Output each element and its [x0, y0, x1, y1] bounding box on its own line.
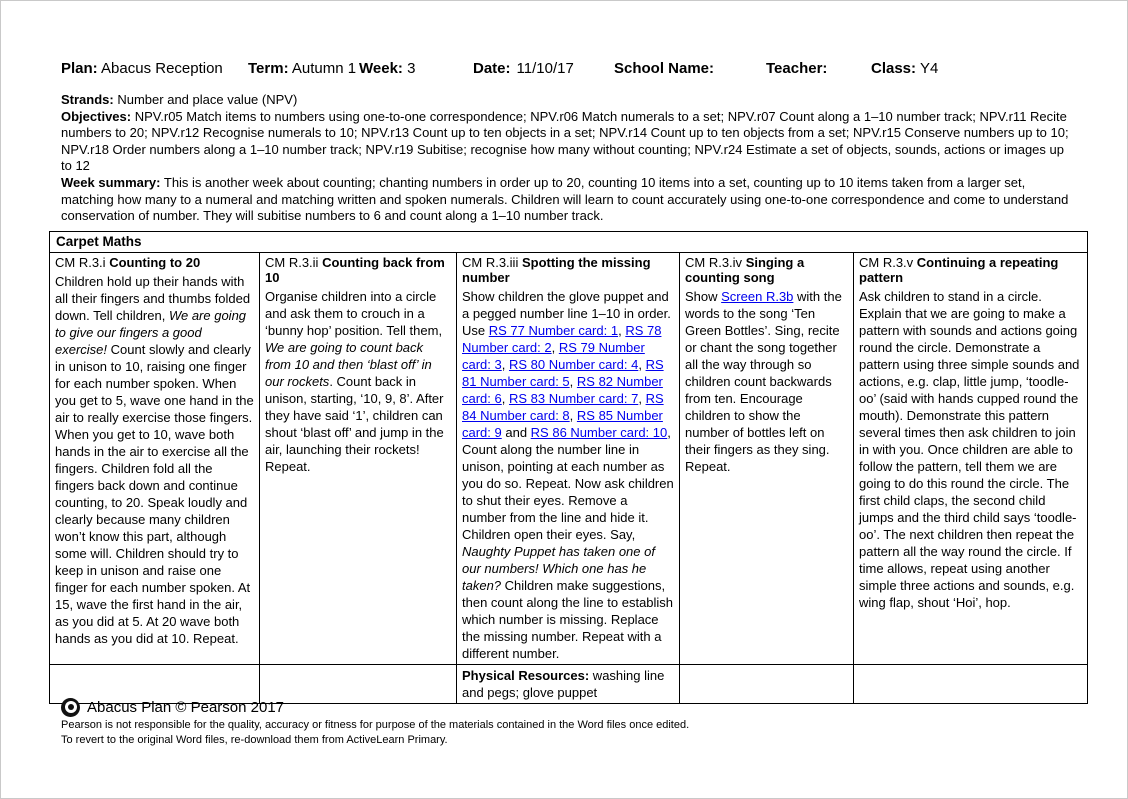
activity-cell-spotting-missing-number [457, 253, 680, 665]
school-name-field [614, 60, 714, 77]
footer-brand-text: Abacus Plan © Pearson 2017 [87, 698, 285, 716]
week-field [359, 60, 415, 77]
date-label: Date: [473, 60, 511, 77]
date-field [473, 60, 574, 77]
activity-name: Spotting the missing number [462, 255, 651, 285]
week-summary-paragraph [61, 175, 1077, 225]
activity-code: CM R.3.iii [462, 255, 519, 270]
date-value: 11/10/17 [516, 60, 574, 77]
activity-code: CM R.3.ii [265, 255, 319, 270]
week-value: 3 [407, 60, 416, 77]
italic-text: We are going to give our fingers a good exercise! [55, 308, 247, 357]
activity-title [265, 255, 451, 285]
activity-cell-repeating-pattern [854, 253, 1088, 665]
term-field [248, 60, 356, 77]
activity-title [685, 255, 848, 285]
physical-resources-text: Physical Resources: washing line and pegs; glove puppet [462, 668, 665, 700]
page-footer [61, 696, 1071, 748]
bold-text: Physical Resources: [462, 668, 590, 683]
pearson-logo-icon [61, 698, 80, 717]
teacher-field [766, 60, 827, 77]
class-label: Class: [871, 60, 917, 77]
activity-title [859, 255, 1082, 285]
resource-link[interactable]: RS 84 Number card: 8 [462, 391, 664, 423]
resource-link[interactable]: RS 82 Number card: 6 [462, 374, 663, 406]
objectives-paragraph [61, 109, 1077, 175]
week-label: Week: [359, 60, 403, 77]
resource-link[interactable]: Screen R.3b [721, 289, 794, 304]
plan-header [1, 60, 1127, 80]
activity-name: Counting back from 10 [265, 255, 445, 285]
activity-name: Counting to 20 [109, 255, 201, 270]
activity-code: CM R.3.iv [685, 255, 743, 270]
activity-cell-singing-counting-song [680, 253, 854, 665]
plan-value: Abacus Reception [101, 60, 223, 77]
class-value: Y4 [919, 60, 939, 77]
resource-link[interactable]: RS 86 Number card: 10 [530, 425, 668, 440]
activity-title [462, 255, 674, 285]
activity-name: Continuing a repeating pattern [859, 255, 1059, 285]
term-value: Autumn 1 [291, 60, 357, 77]
school-name-label: School Name: [614, 60, 715, 77]
resource-link[interactable]: RS 83 Number card: 7 [508, 391, 639, 406]
objectives-text: NPV.r05 Match items to numbers using one-to-one correspondence; NPV.r06 Match numerals to a set; NPV.r07 Count along a 1–10 number track; NPV.r11 Recite numbers to 20; NPV.r12 Recognise numerals to 10; NPV.r13 Count up to ten objects in a set; NPV.r14 Count up to ten objects from a set; NPV.r15 Conserve numbers up to 10; NPV.r18 Order numbers along a 1–10 number track; NPV.r19 Subitise; recognise how many without counting; NPV.r24 Estimate a set of objects, sounds, actions or images up to 12 [61, 108, 1069, 174]
activity-body: Children hold up their hands with all their fingers and thumbs folded down. Tell children, We are going to give our fingers a good exercise! Count slowly and clearly in unison to 10, raising one finger for each number spoken. When you get to 5, wave one hand in the air to really exercise those fingers. When you get to 10, wave both hands in the air to exercise all the fingers. Children fold all the fingers back down and continue counting, to 20. Speak loudly and clearly because many children won’t know this part, although some will. Children should try to keep in unison and raise one finger for each number spoken. At 15, wave the first hand in the air, as you did at 5. At 20 wave both hands as you did at 10. Repeat. [55, 274, 254, 646]
carpet-maths-table-wrap [49, 231, 1087, 704]
table-title: Carpet Maths [50, 232, 1088, 253]
resource-link[interactable]: RS 77 Number card: 1 [488, 323, 619, 338]
activity-cell-counting-back-from-10 [260, 253, 457, 665]
footer-disclaimer-1: Pearson is not responsible for the quality, accuracy or fitness for purpose of the materials contained in the Word files once edited. [61, 719, 690, 731]
strands-line [61, 92, 1077, 109]
resource-link[interactable]: RS 85 Number card: 9 [462, 408, 663, 440]
activity-body: Ask children to stand in a circle. Explain that we are going to make a pattern with sounds and actions going round the circle. Demonstrate a pattern using three simple sounds and actions, e.g. clap, little jump, ‘toodle-oo’ (said with hands cupped round the mouth). Demonstrate this pattern several times then ask children to join in with you. Once children are able to follow the pattern, tell them we are going to do this round the circle. The first child claps, the second child jumps and the third child says ‘toodle-oo’. The next children then repeat the pattern all the way round the circle. If time allows, repeat using another simple three actions and sounds, e.g. wing flap, shout ‘Hoi’, hop. [859, 289, 1080, 610]
class-field [871, 60, 938, 77]
activity-code: CM R.3.v [859, 255, 914, 270]
week-summary-label: Week summary: [61, 174, 161, 190]
objectives-label: Objectives: [61, 108, 132, 124]
activity-cell-counting-to-20 [50, 253, 260, 665]
resource-link[interactable]: RS 79 Number card: 3 [462, 340, 645, 372]
activity-code: CM R.3.i [55, 255, 106, 270]
italic-text: Naughty Puppet has taken one of our numbers! Which one has he taken? [462, 544, 655, 593]
summary-block [61, 92, 1077, 225]
teacher-label: Teacher: [766, 60, 828, 77]
strands-text: Number and place value (NPV) [117, 92, 298, 107]
term-label: Term: [248, 60, 289, 77]
resource-link[interactable]: RS 81 Number card: 5 [462, 357, 664, 389]
footer-disclaimer-2: To revert to the original Word files, re-download them from ActiveLearn Primary. [61, 733, 448, 746]
activity-title [55, 255, 254, 270]
activity-body: Show children the glove puppet and a pegged number line 1–10 in order. Use RS 77 Number card: 1, RS 78 Number card: 2, RS 79 Number card: 3, RS 80 Number card: 4, RS 81 Number card: 5, RS 82 Number card: 6, RS 83 Number card: 7, RS 84 Number card: 8, RS 85 Number card: 9 and RS 86 Number card: 10, Count along the number line in unison, pointing at each number as you do so. Repeat. Now ask children to shut their eyes. Remove a number from the line and hide it. Children open their eyes. Say, Naughty Puppet has taken one of our numbers! Which one has he taken? Children make suggestions, then count along the line to establish which number is missing. Replace the missing number. Repeat with a different number. [462, 289, 674, 661]
plan-field [61, 60, 223, 77]
strands-label: Strands: [61, 92, 114, 107]
activity-body: Show Screen R.3b with the words to the song ‘Ten Green Bottles’. Sing, recite or chant the song together all the way through so children count backwards from ten. Encourage children to show the number of bottles left on their fingers as they sing. Repeat. [685, 289, 842, 474]
activity-body: Organise children into a circle and ask them to crouch in a ‘bunny hop’ position. Tell them, We are going to count back from 10 and then ‘blast off’ in our rockets. Count back in unison, starting, ‘10, 9, 8’. After they have said ‘1’, children can shout ‘blast off’ and jump in the air, launching their rockets! Repeat. [265, 289, 444, 474]
italic-text: We are going to count back from 10 and then ‘blast off’ in our rockets [265, 340, 432, 389]
plan-label: Plan: [61, 60, 98, 77]
footer-brand [61, 696, 1071, 718]
activity-name: Singing a counting song [685, 255, 805, 285]
week-summary-text: This is another week about counting; chanting numbers in order up to 20, counting 10 items into a set, counting up to 10 items taken from a larger set, matching how many to a numeral and matching written and spoken numerals. Children will learn to count accurately using one-to-one correspondence and come to understand conservation of number. They will subitise numbers to 6 and count along a 1–10 number track. [61, 174, 1069, 224]
resource-link[interactable]: RS 78 Number card: 2 [462, 323, 662, 355]
carpet-maths-table [49, 231, 1088, 704]
resource-link[interactable]: RS 80 Number card: 4 [508, 357, 639, 372]
